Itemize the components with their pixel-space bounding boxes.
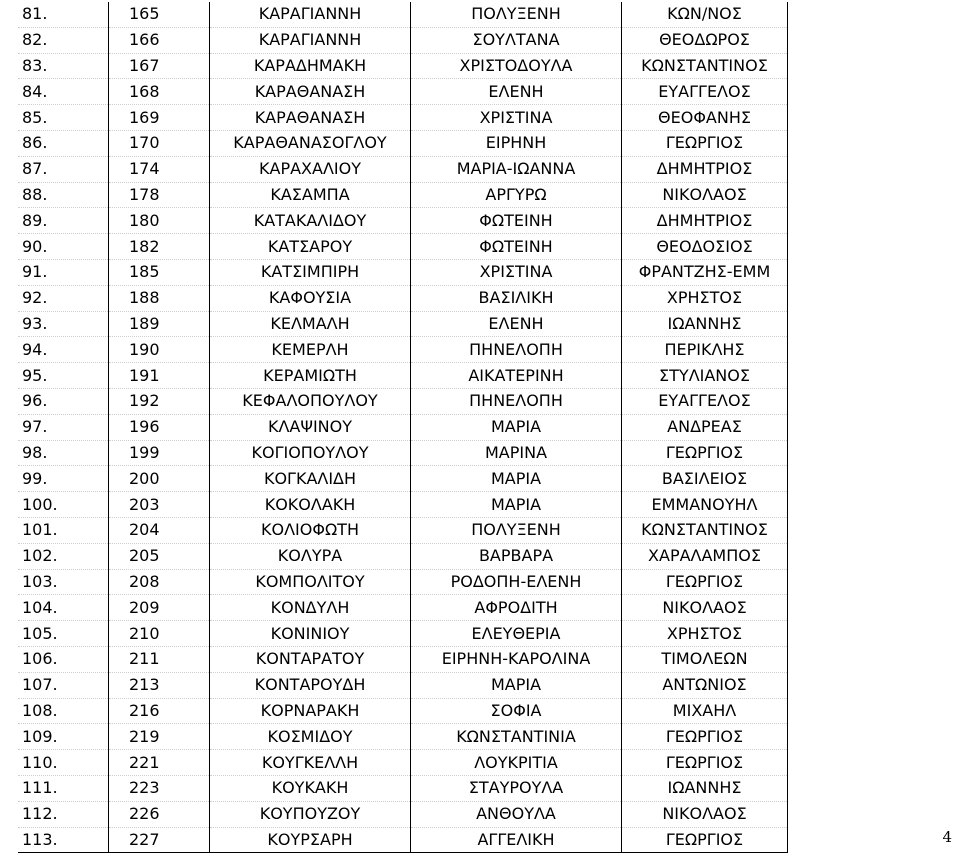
table-row xyxy=(18,27,788,53)
row-number-cell: 91. xyxy=(18,259,109,285)
father-name-cell: ΕΜΜΑΝΟΥΗΛ xyxy=(622,492,788,518)
first-name-cell: ΠΟΛΥΞΕΝΗ xyxy=(411,517,622,543)
registration-number-cell: 211 xyxy=(109,646,210,672)
father-name-cell: ΓΕΩΡΓΙΟΣ xyxy=(622,440,788,466)
father-name-cell: ΠΕΡΙΚΛΗΣ xyxy=(622,337,788,363)
father-name-cell: ΜΙΧΑΗΛ xyxy=(622,698,788,724)
first-name-cell: ΕΛΕΥΘΕΡΙΑ xyxy=(411,621,622,647)
father-name-cell: ΧΡΗΣΤΟΣ xyxy=(622,285,788,311)
row-number-cell: 99. xyxy=(18,466,109,492)
registration-number-cell: 208 xyxy=(109,569,210,595)
registration-number-cell: 210 xyxy=(109,621,210,647)
row-number-cell: 113. xyxy=(18,827,109,853)
registration-number-cell: 170 xyxy=(109,130,210,156)
row-number-cell: 106. xyxy=(18,646,109,672)
table-row xyxy=(18,775,788,801)
first-name-cell: ΠΟΛΥΞΕΝΗ xyxy=(411,2,622,27)
row-number-cell: 82. xyxy=(18,27,109,53)
row-number-cell: 83. xyxy=(18,53,109,79)
table-row xyxy=(18,517,788,543)
first-name-cell: ΑΦΡΟΔΙΤΗ xyxy=(411,595,622,621)
registration-number-cell: 196 xyxy=(109,414,210,440)
father-name-cell: ΓΕΩΡΓΙΟΣ xyxy=(622,724,788,750)
page-number: 4 xyxy=(942,828,952,846)
surname-cell: ΚΟΥΓΚΕΛΛΗ xyxy=(210,750,411,776)
row-number-cell: 93. xyxy=(18,311,109,337)
row-number-cell: 101. xyxy=(18,517,109,543)
registration-number-cell: 199 xyxy=(109,440,210,466)
father-name-cell: ΒΑΣΙΛΕΙΟΣ xyxy=(622,466,788,492)
registration-number-cell: 192 xyxy=(109,388,210,414)
row-number-cell: 110. xyxy=(18,750,109,776)
first-name-cell: ΡΟΔΟΠΗ-ΕΛΕΝΗ xyxy=(411,569,622,595)
first-name-cell: ΠΗΝΕΛΟΠΗ xyxy=(411,388,622,414)
surname-cell: ΚΑΦΟΥΣΙΑ xyxy=(210,285,411,311)
registration-number-cell: 180 xyxy=(109,208,210,234)
first-name-cell: ΚΩΝΣΤΑΝΤΙΝΙΑ xyxy=(411,724,622,750)
surname-cell: ΚΟΝΔΥΛΗ xyxy=(210,595,411,621)
registration-number-cell: 166 xyxy=(109,27,210,53)
row-number-cell: 96. xyxy=(18,388,109,414)
registration-number-cell: 204 xyxy=(109,517,210,543)
row-number-cell: 95. xyxy=(18,363,109,389)
first-name-cell: ΕΛΕΝΗ xyxy=(411,79,622,105)
first-name-cell: ΣΟΦΙΑ xyxy=(411,698,622,724)
surname-cell: ΚΑΡΑΘΑΝΑΣΟΓΛΟΥ xyxy=(210,130,411,156)
surname-cell: ΚΑΡΑΓΙΑΝΝΗ xyxy=(210,27,411,53)
father-name-cell: ΔΗΜΗΤΡΙΟΣ xyxy=(622,156,788,182)
surname-cell: ΚΑΡΑΧΑΛΙΟΥ xyxy=(210,156,411,182)
surname-cell: ΚΟΓΙΟΠΟΥΛΟΥ xyxy=(210,440,411,466)
row-number-cell: 87. xyxy=(18,156,109,182)
row-number-cell: 109. xyxy=(18,724,109,750)
father-name-cell: ΚΩΝΣΤΑΝΤΙΝΟΣ xyxy=(622,53,788,79)
first-name-cell: ΑΡΓΥΡΩ xyxy=(411,182,622,208)
father-name-cell: ΘΕΟΔΟΣΙΟΣ xyxy=(622,234,788,260)
first-name-cell: ΜΑΡΙΑ xyxy=(411,414,622,440)
table-row xyxy=(18,646,788,672)
registration-number-cell: 189 xyxy=(109,311,210,337)
surname-cell: ΚΑΣΑΜΠΑ xyxy=(210,182,411,208)
row-number-cell: 97. xyxy=(18,414,109,440)
surname-cell: ΚΟΥΡΣΑΡΗ xyxy=(210,827,411,853)
table-row xyxy=(18,79,788,105)
table-row xyxy=(18,595,788,621)
row-number-cell: 84. xyxy=(18,79,109,105)
registration-number-cell: 168 xyxy=(109,79,210,105)
table-row xyxy=(18,208,788,234)
table-row xyxy=(18,827,788,853)
table-row xyxy=(18,440,788,466)
father-name-cell: ΔΗΜΗΤΡΙΟΣ xyxy=(622,208,788,234)
table-row xyxy=(18,311,788,337)
registration-number-cell: 219 xyxy=(109,724,210,750)
surname-cell: ΚΟΛΥΡΑ xyxy=(210,543,411,569)
first-name-cell: ΠΗΝΕΛΟΠΗ xyxy=(411,337,622,363)
candidate-list-table xyxy=(18,2,788,853)
table-row xyxy=(18,105,788,131)
surname-cell: ΚΑΤΣΙΜΠΙΡΗ xyxy=(210,259,411,285)
surname-cell: ΚΕΡΑΜΙΩΤΗ xyxy=(210,363,411,389)
father-name-cell: ΝΙΚΟΛΑΟΣ xyxy=(622,801,788,827)
surname-cell: ΚΟΥΚΑΚΗ xyxy=(210,775,411,801)
registration-number-cell: 169 xyxy=(109,105,210,131)
registration-number-cell: 221 xyxy=(109,750,210,776)
surname-cell: ΚΟΝΤΑΡΟΥΔΗ xyxy=(210,672,411,698)
first-name-cell: ΑΝΘΟΥΛΑ xyxy=(411,801,622,827)
registration-number-cell: 226 xyxy=(109,801,210,827)
first-name-cell: ΑΓΓΕΛΙΚΗ xyxy=(411,827,622,853)
registration-number-cell: 185 xyxy=(109,259,210,285)
first-name-cell: ΑΙΚΑΤΕΡΙΝΗ xyxy=(411,363,622,389)
surname-cell: ΚΕΦΑΛΟΠΟΥΛΟΥ xyxy=(210,388,411,414)
first-name-cell: ΕΛΕΝΗ xyxy=(411,311,622,337)
table-row xyxy=(18,130,788,156)
first-name-cell: ΦΩΤΕΙΝΗ xyxy=(411,234,622,260)
table-row xyxy=(18,724,788,750)
registration-number-cell: 216 xyxy=(109,698,210,724)
row-number-cell: 111. xyxy=(18,775,109,801)
first-name-cell: ΣΟΥΛΤΑΝΑ xyxy=(411,27,622,53)
surname-cell: ΚΟΣΜΙΔΟΥ xyxy=(210,724,411,750)
table-row xyxy=(18,492,788,518)
father-name-cell: ΑΝΔΡΕΑΣ xyxy=(622,414,788,440)
surname-cell: ΚΟΓΚΑΛΙΔΗ xyxy=(210,466,411,492)
row-number-cell: 102. xyxy=(18,543,109,569)
registration-number-cell: 191 xyxy=(109,363,210,389)
table-row xyxy=(18,466,788,492)
table-row xyxy=(18,388,788,414)
row-number-cell: 89. xyxy=(18,208,109,234)
table-row xyxy=(18,337,788,363)
row-number-cell: 112. xyxy=(18,801,109,827)
table-row xyxy=(18,53,788,79)
father-name-cell: ΓΕΩΡΓΙΟΣ xyxy=(622,827,788,853)
father-name-cell: ΙΩΑΝΝΗΣ xyxy=(622,311,788,337)
table-row xyxy=(18,621,788,647)
table-row xyxy=(18,414,788,440)
registration-number-cell: 182 xyxy=(109,234,210,260)
surname-cell: ΚΑΡΑΘΑΝΑΣΗ xyxy=(210,105,411,131)
registration-number-cell: 205 xyxy=(109,543,210,569)
row-number-cell: 86. xyxy=(18,130,109,156)
father-name-cell: ΙΩΑΝΝΗΣ xyxy=(622,775,788,801)
roster-body xyxy=(18,2,788,853)
first-name-cell: ΜΑΡΙΑ-ΙΩΑΝΝΑ xyxy=(411,156,622,182)
registration-number-cell: 200 xyxy=(109,466,210,492)
table-row xyxy=(18,750,788,776)
surname-cell: ΚΑΤΑΚΑΛΙΔΟΥ xyxy=(210,208,411,234)
row-number-cell: 104. xyxy=(18,595,109,621)
father-name-cell: ΚΩΝΣΤΑΝΤΙΝΟΣ xyxy=(622,517,788,543)
row-number-cell: 92. xyxy=(18,285,109,311)
surname-cell: ΚΑΡΑΔΗΜΑΚΗ xyxy=(210,53,411,79)
row-number-cell: 90. xyxy=(18,234,109,260)
row-number-cell: 108. xyxy=(18,698,109,724)
surname-cell: ΚΟΚΟΛΑΚΗ xyxy=(210,492,411,518)
first-name-cell: ΕΙΡΗΝΗ-ΚΑΡΟΛΙΝΑ xyxy=(411,646,622,672)
registration-number-cell: 178 xyxy=(109,182,210,208)
father-name-cell: ΓΕΩΡΓΙΟΣ xyxy=(622,130,788,156)
father-name-cell: ΑΝΤΩΝΙΟΣ xyxy=(622,672,788,698)
father-name-cell: ΤΙΜΟΛΕΩΝ xyxy=(622,646,788,672)
registration-number-cell: 223 xyxy=(109,775,210,801)
row-number-cell: 85. xyxy=(18,105,109,131)
surname-cell: ΚΑΡΑΘΑΝΑΣΗ xyxy=(210,79,411,105)
registration-number-cell: 203 xyxy=(109,492,210,518)
father-name-cell: ΕΥΑΓΓΕΛΟΣ xyxy=(622,388,788,414)
father-name-cell: ΓΕΩΡΓΙΟΣ xyxy=(622,569,788,595)
table-row xyxy=(18,2,788,27)
surname-cell: ΚΟΛΙΟΦΩΤΗ xyxy=(210,517,411,543)
first-name-cell: ΜΑΡΙΑ xyxy=(411,466,622,492)
first-name-cell: ΜΑΡΙΑ xyxy=(411,492,622,518)
registration-number-cell: 174 xyxy=(109,156,210,182)
table-row xyxy=(18,182,788,208)
surname-cell: ΚΟΜΠΟΛΙΤΟΥ xyxy=(210,569,411,595)
row-number-cell: 98. xyxy=(18,440,109,466)
father-name-cell: ΚΩΝ/ΝΟΣ xyxy=(622,2,788,27)
surname-cell: ΚΟΝΤΑΡΑΤΟΥ xyxy=(210,646,411,672)
surname-cell: ΚΟΝΙΝΙΟΥ xyxy=(210,621,411,647)
row-number-cell: 100. xyxy=(18,492,109,518)
roster-table xyxy=(18,2,788,853)
table-row xyxy=(18,698,788,724)
first-name-cell: ΒΑΡΒΑΡΑ xyxy=(411,543,622,569)
first-name-cell: ΜΑΡΙΝΑ xyxy=(411,440,622,466)
table-row xyxy=(18,672,788,698)
first-name-cell: ΦΩΤΕΙΝΗ xyxy=(411,208,622,234)
father-name-cell: ΓΕΩΡΓΙΟΣ xyxy=(622,750,788,776)
first-name-cell: ΧΡΙΣΤΙΝΑ xyxy=(411,105,622,131)
surname-cell: ΚΟΡΝΑΡΑΚΗ xyxy=(210,698,411,724)
registration-number-cell: 190 xyxy=(109,337,210,363)
registration-number-cell: 213 xyxy=(109,672,210,698)
table-row xyxy=(18,363,788,389)
surname-cell: ΚΑΤΣΑΡΟΥ xyxy=(210,234,411,260)
registration-number-cell: 165 xyxy=(109,2,210,27)
registration-number-cell: 188 xyxy=(109,285,210,311)
first-name-cell: ΒΑΣΙΛΙΚΗ xyxy=(411,285,622,311)
father-name-cell: ΕΥΑΓΓΕΛΟΣ xyxy=(622,79,788,105)
surname-cell: ΚΟΥΠΟΥΖΟΥ xyxy=(210,801,411,827)
table-row xyxy=(18,569,788,595)
table-row xyxy=(18,543,788,569)
row-number-cell: 81. xyxy=(18,2,109,27)
first-name-cell: ΧΡΙΣΤΙΝΑ xyxy=(411,259,622,285)
surname-cell: ΚΕΛΜΑΛΗ xyxy=(210,311,411,337)
registration-number-cell: 209 xyxy=(109,595,210,621)
table-row xyxy=(18,801,788,827)
row-number-cell: 103. xyxy=(18,569,109,595)
father-name-cell: ΝΙΚΟΛΑΟΣ xyxy=(622,595,788,621)
first-name-cell: ΣΤΑΥΡΟΥΛΑ xyxy=(411,775,622,801)
surname-cell: ΚΑΡΑΓΙΑΝΝΗ xyxy=(210,2,411,27)
table-row xyxy=(18,234,788,260)
father-name-cell: ΧΡΗΣΤΟΣ xyxy=(622,621,788,647)
table-row xyxy=(18,156,788,182)
first-name-cell: ΜΑΡΙΑ xyxy=(411,672,622,698)
registration-number-cell: 167 xyxy=(109,53,210,79)
father-name-cell: ΘΕΟΔΩΡΟΣ xyxy=(622,27,788,53)
table-row xyxy=(18,285,788,311)
surname-cell: ΚΛΑΨΙΝΟΥ xyxy=(210,414,411,440)
row-number-cell: 105. xyxy=(18,621,109,647)
row-number-cell: 88. xyxy=(18,182,109,208)
surname-cell: ΚΕΜΕΡΛΗ xyxy=(210,337,411,363)
registration-number-cell: 227 xyxy=(109,827,210,853)
first-name-cell: ΕΙΡΗΝΗ xyxy=(411,130,622,156)
father-name-cell: ΧΑΡΑΛΑΜΠΟΣ xyxy=(622,543,788,569)
first-name-cell: ΛΟΥΚΡΙΤΙΑ xyxy=(411,750,622,776)
row-number-cell: 94. xyxy=(18,337,109,363)
row-number-cell: 107. xyxy=(18,672,109,698)
father-name-cell: ΝΙΚΟΛΑΟΣ xyxy=(622,182,788,208)
father-name-cell: ΣΤΥΛΙΑΝΟΣ xyxy=(622,363,788,389)
first-name-cell: ΧΡΙΣΤΟΔΟΥΛΑ xyxy=(411,53,622,79)
father-name-cell: ΘΕΟΦΑΝΗΣ xyxy=(622,105,788,131)
table-row xyxy=(18,259,788,285)
father-name-cell: ΦΡΑΝΤΖΗΣ-ΕΜΜ xyxy=(622,259,788,285)
